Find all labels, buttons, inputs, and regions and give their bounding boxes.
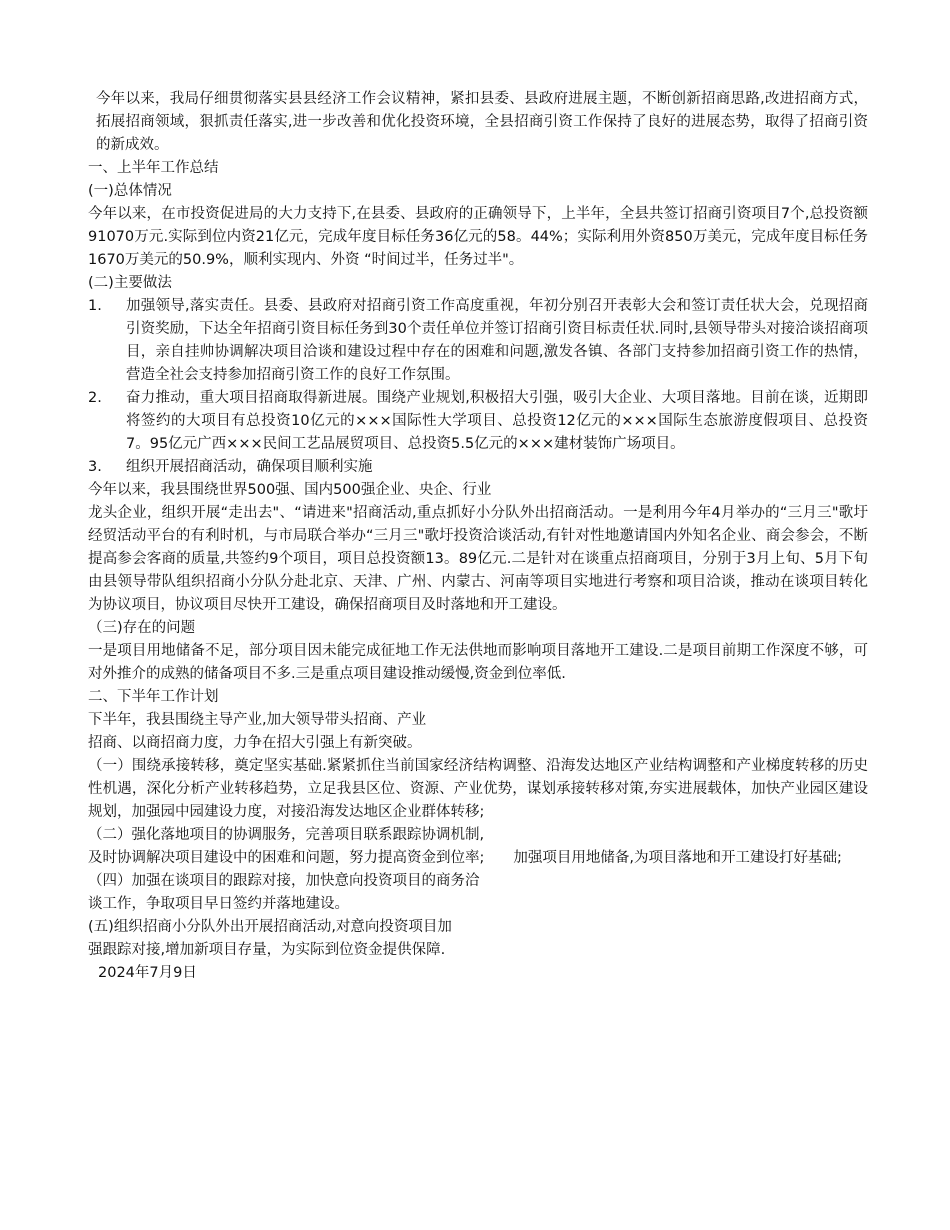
measure-text: 奋力推动，重大项目招商取得新进展。围绕产业规划,积极招大引强，吸引大企业、大项目落地。目前在谈，近期即将签约的大项目有总投资10亿元的×××国际性大学项目、总投资12亿元的×××国际生态旅游度假项目、总投资7。95亿元广西×××民间工艺品展贸项目、总投资5.5亿元的×××建材装饰广场项目。: [126, 390, 868, 452]
measure-item-1: [88, 295, 868, 387]
measure-text: 加强领导,落实责任。县委、县政府对招商引资工作高度重视，年初分别召开表彰大会和签订责任状大会，兑现招商引资奖励，下达全年招商引资目标任务到30个责任单位并签订招商引资目标责任状.同时,县领导带头对接洽谈招商项目，亲自挂帅协调解决项目洽谈和建设过程中存在的困难和问题,激发各镇、各部门支持参加招商引资工作的热情，营造全社会支持参加招商引资工作的良好工作氛围。: [126, 298, 868, 383]
measure-item-3-heading: [88, 456, 868, 479]
section-heading-plan: 二、下半年工作计划: [88, 689, 219, 705]
measure-number: 1.: [88, 298, 102, 314]
plan-item-5-line: (五)组织招商小分队外出开展招商活动,对意向投资项目加: [88, 919, 452, 935]
section-heading-summary: 一、上半年工作总结: [88, 160, 219, 176]
plan-line: 下半年，我县围绕主导产业,加大领导带头招商、产业: [88, 712, 427, 728]
measure-title: 组织开展招商活动，确保项目顺利实施: [126, 459, 373, 475]
measure-number: 3.: [88, 459, 102, 475]
overall-paragraph: 今年以来，在市投资促进局的大力支持下,在县委、县政府的正确领导下，上半年，全县共签订招商引资项目7个,总投资额91070万元.实际到位内资21亿元，完成年度目标任务36亿元的58。44%；实际利用外资850万美元，完成年度目标任务1670万美元的50.9%，顺利实现内、外资 “时间过半，任务过半"。: [88, 206, 868, 268]
plan-item-4-line: （四）加强在谈项目的跟踪对接，加快意向投资项目的商务洽: [88, 873, 480, 889]
intro-paragraph: 今年以来，我局仔细贯彻落实县县经济工作会议精神，紧扣县委、县政府进展主题，不断创新招商思路,改进招商方式，拓展招商领域，狠抓责任落实,进一步改善和优化投资环境，全县招商引资工作保持了良好的进展态势，取得了招商引资的新成效。: [96, 91, 868, 153]
plan-item-2-heading: （二）强化落地项目的协调服务，完善项目联系跟踪协调机制,: [88, 827, 485, 843]
plan-item-5-line: 强跟踪对接,增加新项目存量，为实际到位资金提供保障.: [88, 942, 446, 958]
problems-paragraph: 一是项目用地储备不足，部分项目因未能完成征地工作无法供地而影响项目落地开工建设.二是项目前期工作深度不够，可对外推介的成熟的储备项目不多.三是重点项目建设推动缓慢,资金到位率低.: [88, 643, 868, 682]
measure-number: 2.: [88, 390, 102, 406]
measure-3-paragraph: 龙头企业，组织开展“走出去"、“请进来"招商活动,重点抓好小分队外出招商活动。一是利用今年4月举办的“三月三"歌圩经贸活动平台的有利时机，与市局联合举办“三月三"歌圩投资洽谈活动,有针对性地邀请国内外知名企业、商会参会，不断提高参会客商的质量,共签约9个项目，项目总投资额13。89亿元.二是针对在谈重点招商项目，分别于3月上旬、5月下旬由县领导带队组织招商小分队分赴北京、天津、广州、内蒙古、河南等项目实地进行考察和项目洽谈，推动在谈项目转化为协议项目，协议项目尽快开工建设，确保招商项目及时落地和开工建设。: [88, 505, 868, 613]
plan-item-1: （一）围绕承接转移，奠定坚实基础.紧紧抓住当前国家经济结构调整、沿海发达地区产业结构调整和产业梯度转移的历史性机遇，深化分析产业转移趋势，立足我县区位、资源、产业优势，谋划承接转移对策,夯实进展载体，加快产业园区建设规划，加强园中园建设力度，对接沿海发达地区企业群体转移;: [88, 758, 868, 820]
document-date: 2024年7月9日: [98, 965, 197, 981]
plan-item-2-paragraph: 及时协调解决项目建设中的困难和问题，努力提高资金到位率; 加强项目用地储备,为项目落地和开工建设打好基础;: [88, 850, 842, 866]
subsection-heading-overall: (一)总体情况: [88, 183, 172, 199]
measure-3-line: 今年以来，我县围绕世界500强、国内500强企业、央企、行业: [88, 482, 492, 498]
document-body: [88, 88, 868, 985]
subsection-heading-problems: （三)存在的问题: [88, 620, 196, 636]
plan-line: 招商、以商招商力度，力争在招大引强上有新突破。: [88, 735, 422, 751]
subsection-heading-measures: (二)主要做法: [88, 275, 172, 291]
plan-item-4-line: 谈工作，争取项目早日签约并落地建设。: [88, 896, 349, 912]
measure-item-2: [88, 387, 868, 456]
